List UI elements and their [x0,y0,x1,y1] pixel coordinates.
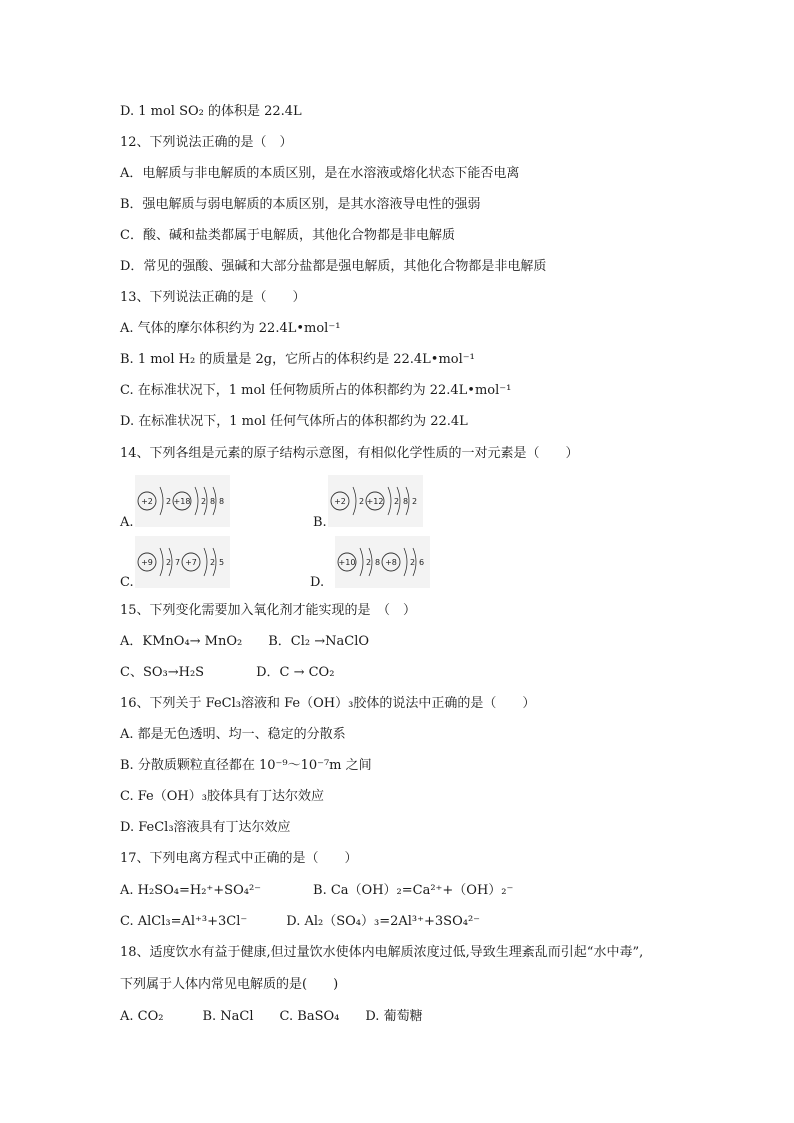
shell-electron-count: 8 [210,497,216,506]
shell-electron-count: 8 [219,497,225,506]
q14-diagram-b [328,475,423,527]
shell-electron-count: 6 [419,558,425,567]
shell-electron-count: 2 [366,558,372,567]
nucleus-charge: +12 [366,497,384,506]
q16-option-b: B. 分散质颗粒直径都在 10⁻⁹～10⁻⁷m 之间 [120,758,372,773]
shell-electron-count: 2 [210,558,216,567]
shell-electron-count: 2 [201,497,207,506]
shell-electron-count: 2 [166,558,172,567]
q18-stem: 18、适度饮水有益于健康,但过量饮水使体内电解质浓度过低,导致生理紊乱而引起“水中毒”, [120,945,644,960]
q14-option-a-label: A. [120,515,134,530]
q13-option-b: B. 1 mol H₂ 的质量是 2g，它所占的体积约是 22.4L•mol⁻¹ [120,352,475,367]
q17-options-ab: A. H₂SO₄=H₂⁺+SO₄²⁻ B. Ca（OH）₂=Ca²⁺+（OH）₂⁻ [120,883,514,898]
q12-option-a: A．电解质与非电解质的本质区别，是在水溶液或熔化状态下能否电离 [120,166,520,181]
q12-option-c: C．酸、碱和盐类都属于电解质，其他化合物都是非电解质 [120,228,455,243]
nucleus-charge: +2 [334,497,346,506]
q14-diagram-d [335,536,430,588]
shell-electron-count: 8 [403,497,409,506]
q13-stem: 13、下列说法正确的是（ ） [120,290,306,305]
q11-option-d: D. 1 mol SO₂ 的体积是 22.4L [120,104,302,119]
q16-option-c: C. Fe（OH）₃胶体具有丁达尔效应 [120,789,324,804]
q15-options-ab: A．KMnO₄→ MnO₂ B．Cl₂ →NaClO [120,634,370,649]
q17-stem: 17、下列电离方程式中正确的是（ ） [120,851,358,866]
q15-stem: 15、下列变化需要加入氧化剂才能实现的是 （ ） [120,603,417,618]
shell-electron-count: 8 [375,558,381,567]
q13-option-a: A. 气体的摩尔体积约为 22.4L•mol⁻¹ [120,321,341,336]
q13-option-d: D. 在标准状况下，1 mol 任何气体所占的体积都约为 22.4L [120,414,468,429]
shell-electron-count: 7 [175,558,181,567]
q12-option-b: B．强电解质与弱电解质的本质区别，是其水溶液导电性的强弱 [120,197,481,212]
shell-electron-count: 2 [410,558,416,567]
q18-stem-cont: 下列属于人体内常见电解质的是( ) [120,977,339,992]
q15-options-cd: C、SO₃→H₂S D．C → CO₂ [120,665,335,680]
q14-diagram-c [135,536,230,588]
q16-stem: 16、下列关于 FeCl₃溶液和 Fe（OH）₃胶体的说法中正确的是（ ） [120,696,536,711]
q18-options: A. CO₂ B. NaCl C. BaSO₄ D. 葡萄糖 [120,1009,423,1024]
q14-option-c-label: C. [120,575,134,590]
nucleus-charge: +18 [173,497,191,506]
shell-electron-count: 2 [166,497,172,506]
shell-electron-count: 5 [219,558,225,567]
nucleus-charge: +9 [141,558,153,567]
q14-diagram-a [135,475,230,527]
q14-stem: 14、下列各组是元素的原子结构示意图，有相似化学性质的一对元素是（ ） [120,446,579,461]
shell-electron-count: 2 [359,497,365,506]
q12-option-d: D．常见的强酸、强碱和大部分盐都是强电解质，其他化合物都是非电解质 [120,259,547,274]
q14-option-d-label: D. [310,575,325,590]
shell-electron-count: 2 [394,497,400,506]
q12-stem: 12、下列说法正确的是（ ） [120,135,293,150]
q16-option-a: A. 都是无色透明、均一、稳定的分散系 [120,727,346,742]
nucleus-charge: +8 [385,558,397,567]
nucleus-charge: +10 [338,558,356,567]
shell-electron-count: 2 [412,497,418,506]
q13-option-c: C. 在标准状况下，1 mol 任何物质所占的体积都约为 22.4L•mol⁻¹ [120,383,512,398]
nucleus-charge: +2 [141,497,153,506]
q16-option-d: D. FeCl₃溶液具有丁达尔效应 [120,820,291,835]
nucleus-charge: +7 [185,558,197,567]
q17-options-cd: C. AlCl₃=Al⁺³+3Cl⁻ D. Al₂（SO₄）₃=2Al³⁺+3SO₄²⁻ [120,914,481,929]
q14-option-b-label: B. [313,515,327,530]
